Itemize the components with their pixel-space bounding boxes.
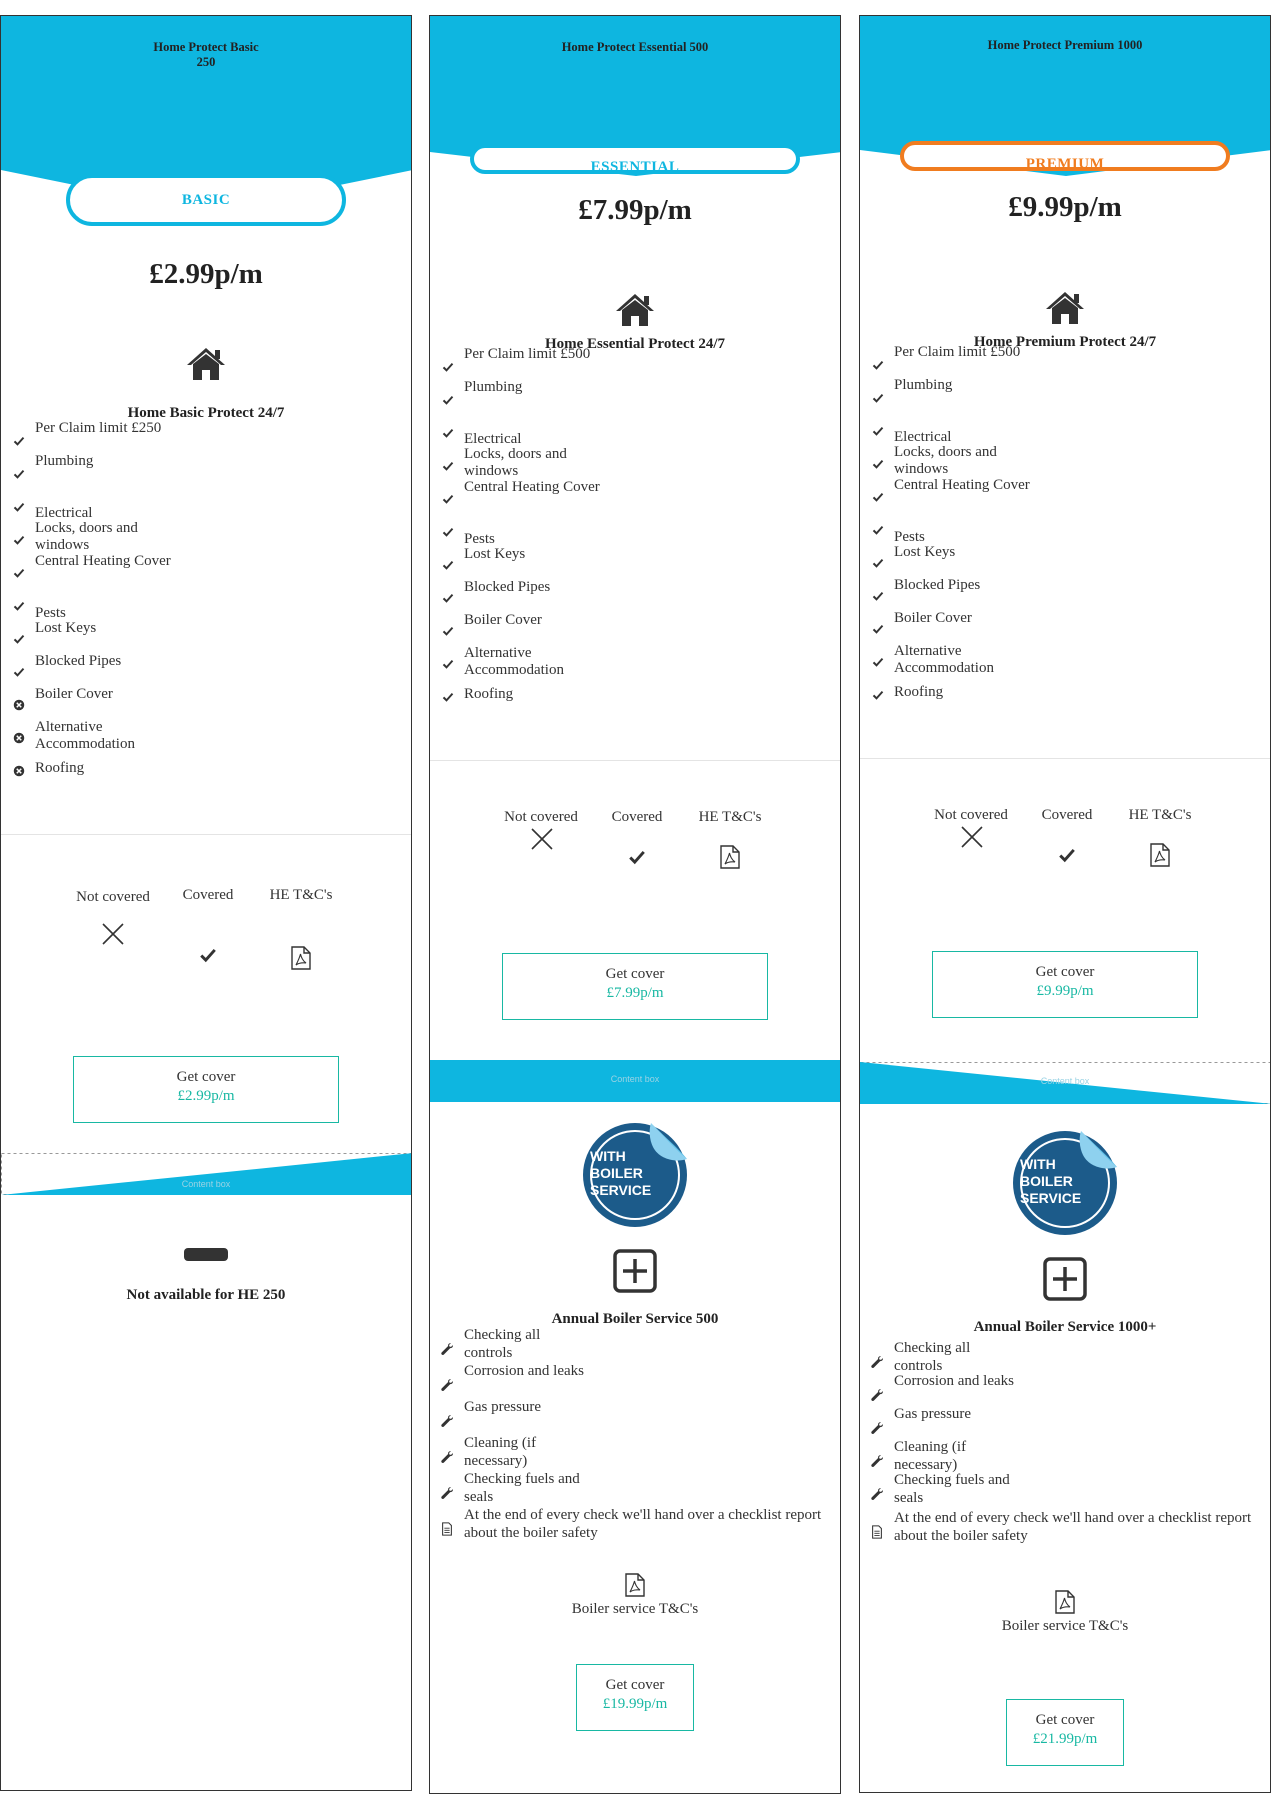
plan-name: Home Protect Premium 1000	[987, 38, 1143, 52]
check-icon	[627, 848, 647, 866]
plan-card-basic	[0, 15, 412, 1791]
feature-item: Central Heating Cover	[35, 553, 171, 569]
check-icon	[872, 689, 884, 701]
plus-box-icon	[1043, 1257, 1087, 1301]
wrench-icon	[440, 1414, 454, 1428]
check-icon	[872, 491, 884, 503]
plan-name: Home Protect Essential 500	[561, 40, 709, 54]
check-icon	[442, 526, 454, 538]
check-icon	[1057, 846, 1077, 864]
feature-item: Pests	[464, 531, 495, 547]
check-icon	[442, 592, 454, 604]
wrench-icon	[440, 1342, 454, 1356]
boiler-tc-link[interactable]: Boiler service T&C's	[1001, 1618, 1129, 1634]
feature-item: Roofing	[464, 686, 514, 702]
check-icon	[442, 361, 454, 373]
feature-item: Roofing	[35, 760, 85, 776]
service-item: Checking all controls	[464, 1327, 541, 1361]
service-item: Checking fuels and seals	[464, 1471, 580, 1505]
pdf-icon[interactable]	[1054, 1590, 1076, 1614]
check-icon	[442, 625, 454, 637]
feature-item: Locks, doors and windows	[464, 446, 567, 479]
divider	[1, 834, 411, 835]
service-item: Gas pressure	[464, 1399, 542, 1415]
check-icon	[13, 435, 25, 447]
tc-link[interactable]: HE T&C's	[698, 809, 762, 825]
boiler-tc-link[interactable]: Boiler service T&C's	[571, 1601, 699, 1617]
legend-not-covered-label: Not covered	[504, 809, 578, 825]
check-icon	[872, 656, 884, 668]
pdf-icon[interactable]	[719, 845, 741, 869]
pdf-icon[interactable]	[290, 946, 312, 970]
get-cover-button[interactable]: Get cover £2.99p/m	[73, 1056, 339, 1123]
check-icon	[13, 534, 25, 546]
check-icon	[13, 567, 25, 579]
legend-covered-label: Covered	[1041, 807, 1093, 823]
service-item: At the end of every check we'll hand over a checklist report about the boiler safety	[464, 1507, 822, 1541]
check-icon	[442, 394, 454, 406]
feature-item: Boiler Cover	[464, 612, 542, 628]
plan-price: £2.99p/m	[149, 258, 263, 290]
feature-item: Per Claim limit £500	[464, 346, 591, 362]
wrench-icon	[440, 1450, 454, 1464]
legend-not-covered-label: Not covered	[934, 807, 1008, 823]
feature-item: Alternative Accommodation	[464, 645, 564, 678]
feature-item: Boiler Cover	[35, 686, 113, 702]
feature-item: Central Heating Cover	[894, 477, 1030, 493]
divider	[860, 758, 1270, 759]
service-item: Checking all controls	[894, 1340, 971, 1374]
feature-item: Central Heating Cover	[464, 479, 600, 495]
check-icon	[198, 946, 218, 964]
check-icon	[872, 557, 884, 569]
check-icon	[872, 623, 884, 635]
not-covered-circle-icon	[13, 732, 25, 744]
check-icon	[872, 458, 884, 470]
feature-item: Plumbing	[894, 377, 953, 393]
feature-item: Electrical	[894, 429, 952, 445]
plan-card-premium	[859, 15, 1271, 1793]
feature-item: Plumbing	[35, 453, 94, 469]
tc-link[interactable]: HE T&C's	[269, 887, 333, 903]
check-icon	[872, 590, 884, 602]
check-icon	[442, 658, 454, 670]
cross-icon	[960, 825, 984, 849]
feature-title: Home Basic Protect 24/7	[127, 405, 285, 421]
check-icon	[13, 501, 25, 513]
feature-item: Per Claim limit £250	[35, 420, 162, 436]
feature-item: Pests	[894, 529, 925, 545]
house-icon	[1045, 290, 1085, 326]
check-icon	[442, 427, 454, 439]
wrench-icon	[870, 1421, 884, 1435]
checklist-doc-icon	[440, 1522, 454, 1536]
feature-title: Home Essential Protect 24/7	[544, 336, 726, 352]
feature-item: Pests	[35, 605, 66, 621]
not-covered-circle-icon	[13, 699, 25, 711]
plan-price: £7.99p/m	[578, 194, 692, 226]
pdf-icon[interactable]	[624, 1573, 646, 1597]
pdf-icon[interactable]	[1149, 843, 1171, 867]
feature-item: Alternative Accommodation	[35, 719, 135, 752]
feature-item: Lost Keys	[464, 546, 526, 562]
plan-price: £9.99p/m	[1008, 191, 1122, 223]
wrench-icon	[440, 1486, 454, 1500]
get-cover-button[interactable]: Get cover £9.99p/m	[932, 951, 1198, 1018]
house-icon	[615, 292, 655, 328]
get-cover-button[interactable]: Get cover £7.99p/m	[502, 953, 768, 1020]
feature-item: Lost Keys	[35, 620, 97, 636]
legend-covered-label: Covered	[611, 809, 663, 825]
wrench-icon	[440, 1378, 454, 1392]
plan-badge: ESSENTIAL	[470, 144, 800, 174]
check-icon	[13, 666, 25, 678]
boiler-get-cover-button[interactable]: Get cover £19.99p/m	[576, 1664, 694, 1731]
tc-link[interactable]: HE T&C's	[1128, 807, 1192, 823]
not-covered-circle-icon	[13, 765, 25, 777]
check-icon	[872, 359, 884, 371]
check-icon	[442, 460, 454, 472]
cross-icon	[530, 827, 554, 851]
check-icon	[13, 600, 25, 612]
content-box-label: Content box	[181, 1179, 231, 1189]
legend-covered-label: Covered	[182, 887, 234, 903]
service-item: Corrosion and leaks	[894, 1373, 1014, 1389]
wrench-icon	[870, 1388, 884, 1402]
cross-icon	[101, 922, 125, 946]
plan-badge: BASIC	[66, 174, 346, 226]
wrench-icon	[870, 1355, 884, 1369]
service-title: Annual Boiler Service 500	[551, 1311, 719, 1327]
check-icon	[872, 392, 884, 404]
feature-item: Blocked Pipes	[35, 653, 122, 669]
not-available-text: Not available for HE 250	[126, 1287, 286, 1303]
house-icon	[186, 346, 226, 382]
plan-card-essential	[429, 15, 841, 1794]
wrench-icon	[870, 1487, 884, 1501]
plus-box-icon	[613, 1249, 657, 1293]
plan-name: Home Protect Basic 250	[153, 40, 259, 69]
feature-item: Lost Keys	[894, 544, 956, 560]
service-title: Annual Boiler Service 1000+	[973, 1319, 1157, 1335]
feature-item: Roofing	[894, 684, 944, 700]
content-box-label: Content box	[1040, 1076, 1090, 1086]
feature-item: Per Claim limit £500	[894, 344, 1021, 360]
check-icon	[442, 493, 454, 505]
check-icon	[13, 633, 25, 645]
service-item: Cleaning (if necessary)	[464, 1435, 537, 1469]
feature-item: Blocked Pipes	[464, 579, 551, 595]
check-icon	[442, 559, 454, 571]
check-icon	[442, 691, 454, 703]
service-item: At the end of every check we'll hand over a checklist report about the boiler safety	[894, 1510, 1252, 1544]
minus-icon	[184, 1248, 228, 1261]
feature-item: Electrical	[464, 431, 522, 447]
feature-item: Blocked Pipes	[894, 577, 981, 593]
feature-item: Plumbing	[464, 379, 523, 395]
service-item: Checking fuels and seals	[894, 1472, 1010, 1506]
boiler-get-cover-button[interactable]: Get cover £21.99p/m	[1006, 1699, 1124, 1766]
legend-not-covered-label: Not covered	[76, 889, 150, 905]
divider	[430, 760, 840, 761]
service-item: Gas pressure	[894, 1406, 972, 1422]
service-item: Corrosion and leaks	[464, 1363, 584, 1379]
checklist-doc-icon	[870, 1525, 884, 1539]
check-icon	[13, 468, 25, 480]
content-box-label: Content box	[610, 1074, 660, 1084]
seal-text: WITH BOILER SERVICE	[1020, 1156, 1082, 1206]
plan-badge: PREMIUM	[900, 141, 1230, 171]
check-icon	[872, 425, 884, 437]
check-icon	[872, 524, 884, 536]
feature-item: Locks, doors and windows	[35, 520, 138, 553]
feature-item: Boiler Cover	[894, 610, 972, 626]
wrench-icon	[870, 1454, 884, 1468]
feature-item: Locks, doors and windows	[894, 444, 997, 477]
seal-text: WITH BOILER SERVICE	[590, 1148, 652, 1198]
feature-title: Home Premium Protect 24/7	[973, 334, 1157, 350]
feature-item: Alternative Accommodation	[894, 643, 994, 676]
feature-item: Electrical	[35, 505, 93, 521]
service-item: Cleaning (if necessary)	[894, 1439, 967, 1473]
